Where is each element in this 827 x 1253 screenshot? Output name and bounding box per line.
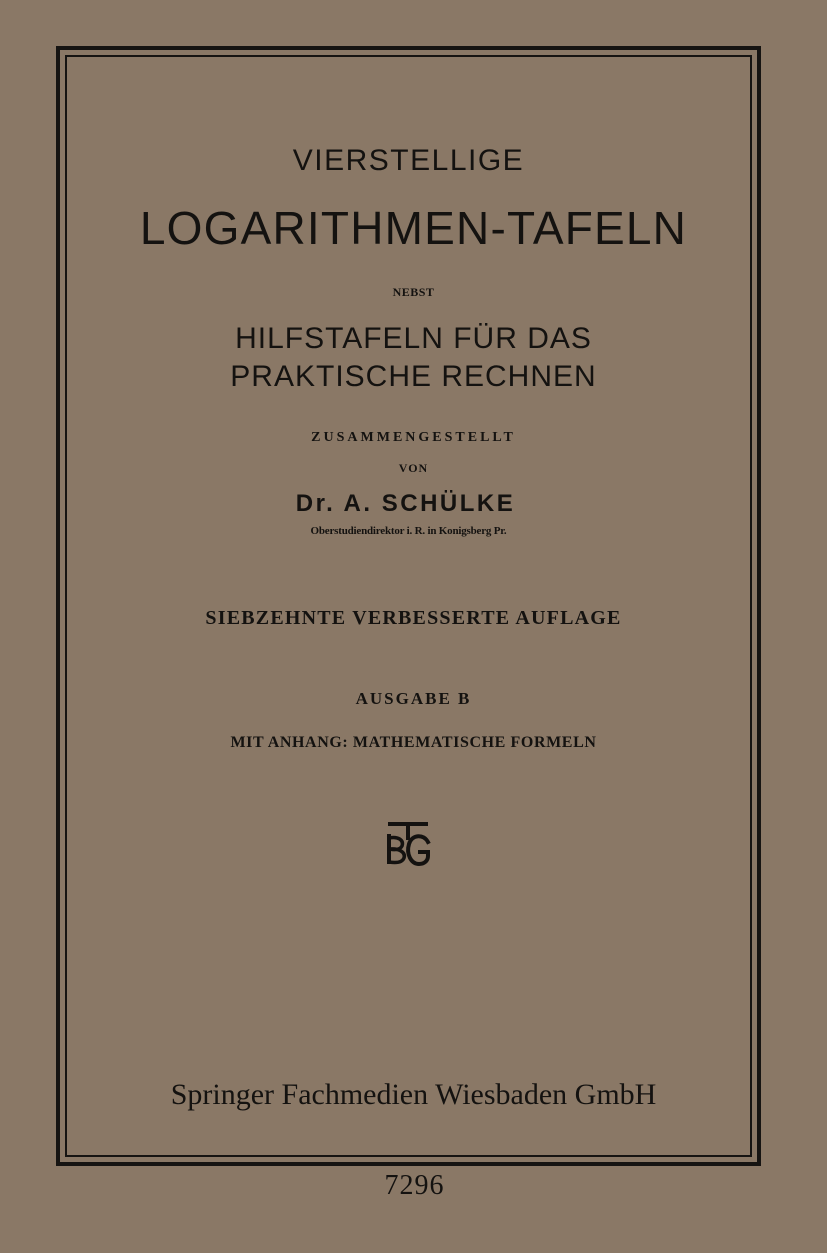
catalog-number: 7296: [384, 1170, 445, 1201]
edition: SIEBZEHNTE VERBESSERTE AUFLAGE: [205, 607, 622, 629]
conjunction: NEBST: [392, 285, 435, 299]
author-title: Oberstudiendirektor i. R. in Konigsberg Pr.: [310, 525, 507, 537]
title-large: LOGARITHMEN-TAFELN: [139, 202, 688, 254]
by-label: VON: [398, 461, 429, 475]
issue: AUSGABE B: [355, 689, 472, 708]
publisher-name: Springer Fachmedien Wiesbaden GmbH: [170, 1078, 657, 1111]
publisher-logo-icon: [384, 818, 434, 870]
appendix-note: MIT ANHANG: MATHEMATISCHE FORMELN: [230, 734, 597, 751]
title-small: VIERSTELLIGE: [292, 144, 525, 177]
compiled-label: ZUSAMMENGESTELLT: [311, 430, 516, 445]
subtitle-line-1: HILFSTAFELN FÜR DAS: [235, 322, 592, 355]
author-name: Dr. A. SCHÜLKE: [295, 490, 516, 517]
subtitle-line-2: PRAKTISCHE RECHNEN: [230, 360, 597, 393]
